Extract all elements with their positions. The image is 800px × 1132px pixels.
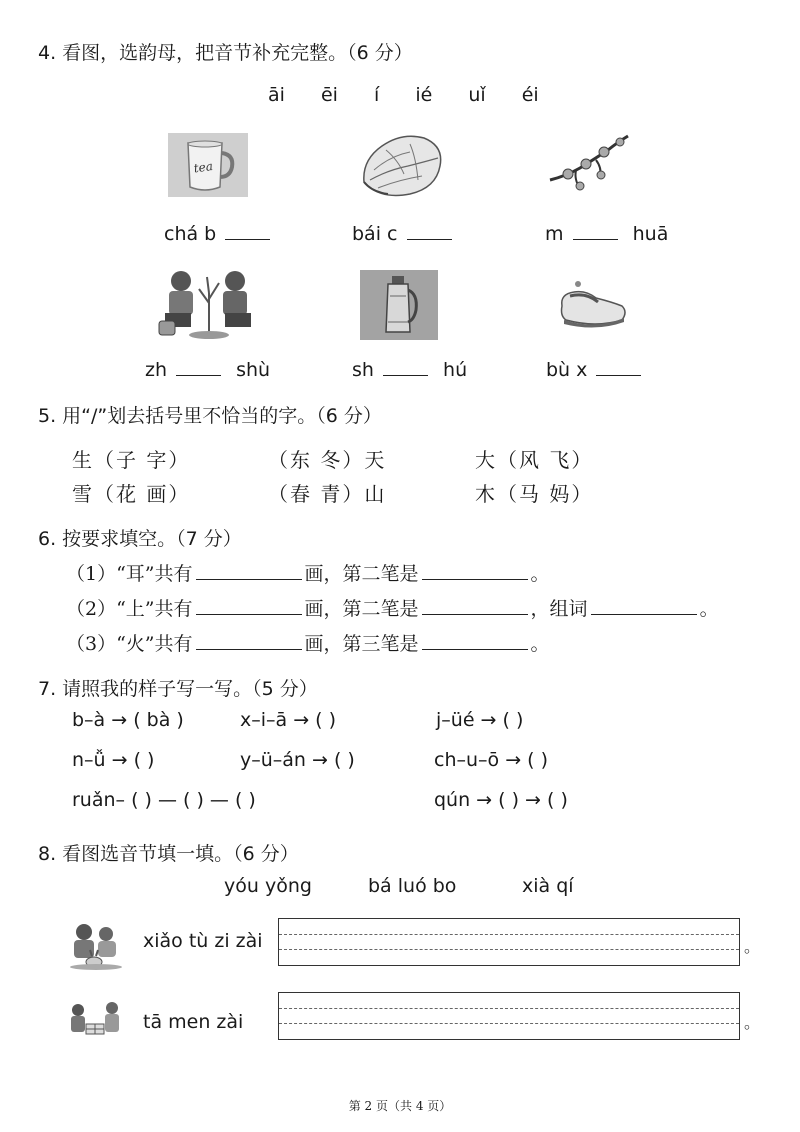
q5-item-2: （东 冬）天 (268, 448, 387, 472)
q4-item-5-post: hú (443, 359, 468, 381)
q6-line-2-extra: ，组词 (530, 598, 588, 620)
q7-r1-c: j–üé → ( ) (436, 709, 524, 731)
q6-blank-3a[interactable] (196, 631, 302, 650)
cabbage-picture (358, 130, 446, 200)
q4-option: āi (268, 84, 285, 106)
q8-option-1: yóu yǒng (224, 875, 312, 897)
q6-line-3-mid: 画，第三笔是 (304, 633, 419, 655)
q4-option: í (373, 84, 380, 106)
q6-line-1-end: 。 (530, 563, 550, 585)
q4-item-3 (545, 221, 668, 245)
planting-tree-picture (155, 263, 265, 339)
q4-blank-6[interactable] (596, 357, 641, 376)
thermos-picture (360, 270, 438, 340)
q6-line-2-end: 。 (699, 598, 719, 620)
q6-line-1-mid: 画，第二笔是 (304, 563, 419, 585)
q8-option-2: bá luó bo (368, 875, 457, 897)
q4-options (268, 84, 539, 106)
q4-item-2-text: bái c (352, 223, 398, 245)
q7-r2-b: y–ü–án → ( ) (240, 749, 355, 771)
q8-item-1-end: 。 (744, 937, 761, 956)
q4-blank-4[interactable] (176, 357, 221, 376)
q7-r1-a: b–à → ( bà ) (72, 709, 184, 731)
q7-r2-c: ch–u–ō → ( ) (434, 749, 549, 771)
q8-title: 8. 看图选音节填一填。（6 分） (38, 843, 299, 865)
q6-title: 6. 按要求填空。（7 分） (38, 528, 242, 550)
q4-item-1-text: chá b (164, 223, 217, 245)
q8-answer-box-2[interactable] (278, 992, 740, 1040)
rabbit-kids-picture (68, 920, 124, 970)
plum-blossom-picture (546, 130, 632, 194)
q8-guide-line (279, 934, 739, 935)
q6-blank-2b[interactable] (422, 596, 528, 615)
q8-guide-line (279, 1023, 739, 1024)
q6-blank-1b[interactable] (422, 561, 528, 580)
q4-item-3-pre: m (545, 223, 564, 245)
q6-blank-1a[interactable] (196, 561, 302, 580)
q4-item-4-pre: zh (145, 359, 168, 381)
q6-blank-2c[interactable] (591, 596, 697, 615)
q6-line-3 (66, 629, 550, 656)
q4-blank-3[interactable] (573, 221, 618, 240)
q6-line-3-char: “火”共有 (116, 633, 193, 655)
q8-answer-box-1[interactable] (278, 918, 740, 966)
q8-guide-line (279, 1008, 739, 1009)
q7-title: 7. 请照我的样子写一写。（5 分） (38, 678, 318, 700)
q4-option: ēi (320, 84, 338, 106)
chess-kids-picture (68, 1000, 124, 1040)
q8-option-3: xià qí (522, 875, 574, 897)
page-footer: 第 2 页（共 4 页） (348, 1099, 452, 1113)
q4-item-5 (352, 357, 467, 381)
q5-item-6: 木（马 妈） (475, 482, 594, 506)
q5-item-4: 雪（花 画） (72, 482, 191, 506)
q6-line-1 (66, 559, 550, 586)
q4-item-6-text: bù x (546, 359, 588, 381)
q6-blank-2a[interactable] (196, 596, 302, 615)
cup-lettering: tea (192, 158, 214, 176)
q6-line-2-char: “上”共有 (116, 598, 193, 620)
q4-option: éi (521, 84, 539, 106)
q6-line-2-num: （2） (66, 598, 117, 620)
q4-blank-1[interactable] (225, 221, 270, 240)
q6-blank-3b[interactable] (422, 631, 528, 650)
q4-item-1 (164, 221, 273, 245)
q4-item-2 (352, 221, 455, 245)
q7-r1-b: x–i–ā → ( ) (240, 709, 337, 731)
q4-item-3-post: huā (632, 223, 669, 245)
q5-item-5: （春 青）山 (268, 482, 387, 506)
q6-line-3-num: （3） (66, 633, 117, 655)
q5-title: 5. 用“/”划去括号里不恰当的字。（6 分） (38, 405, 382, 427)
q4-item-5-pre: sh (352, 359, 374, 381)
q4-option: ié (415, 84, 433, 106)
q4-item-4-post: shù (236, 359, 271, 381)
q4-blank-2[interactable] (407, 221, 452, 240)
q6-line-1-char: “耳”共有 (116, 563, 193, 585)
q7-r3-a: ruǎn– ( ) — ( ) — ( ) (72, 789, 256, 811)
q6-line-1-num: （1） (66, 563, 117, 585)
q4-item-6 (546, 357, 644, 381)
q8-item-2-end: 。 (744, 1013, 761, 1032)
q6-line-3-end: 。 (530, 633, 550, 655)
q8-item-2-prompt: tā men zài (143, 1011, 244, 1033)
q4-blank-5[interactable] (383, 357, 428, 376)
q7-r2-a: n–ǚ → ( ) (72, 749, 155, 771)
q4-item-4 (145, 357, 270, 381)
q7-r3-b: qún → ( ) → ( ) (434, 789, 568, 811)
q4-option: uǐ (468, 84, 486, 106)
q8-item-1-prompt: xiǎo tù zi zài (143, 930, 263, 952)
q5-item-3: 大（风 飞） (475, 448, 594, 472)
q4-title: 4. 看图，选韵母，把音节补充完整。（6 分） (38, 42, 413, 64)
q5-item-1: 生（子 字） (72, 448, 191, 472)
cup-picture (168, 133, 248, 197)
q6-line-2-mid: 画，第二笔是 (304, 598, 419, 620)
q8-guide-line (279, 949, 739, 950)
q6-line-2 (66, 594, 719, 621)
shoe-picture (556, 276, 630, 332)
